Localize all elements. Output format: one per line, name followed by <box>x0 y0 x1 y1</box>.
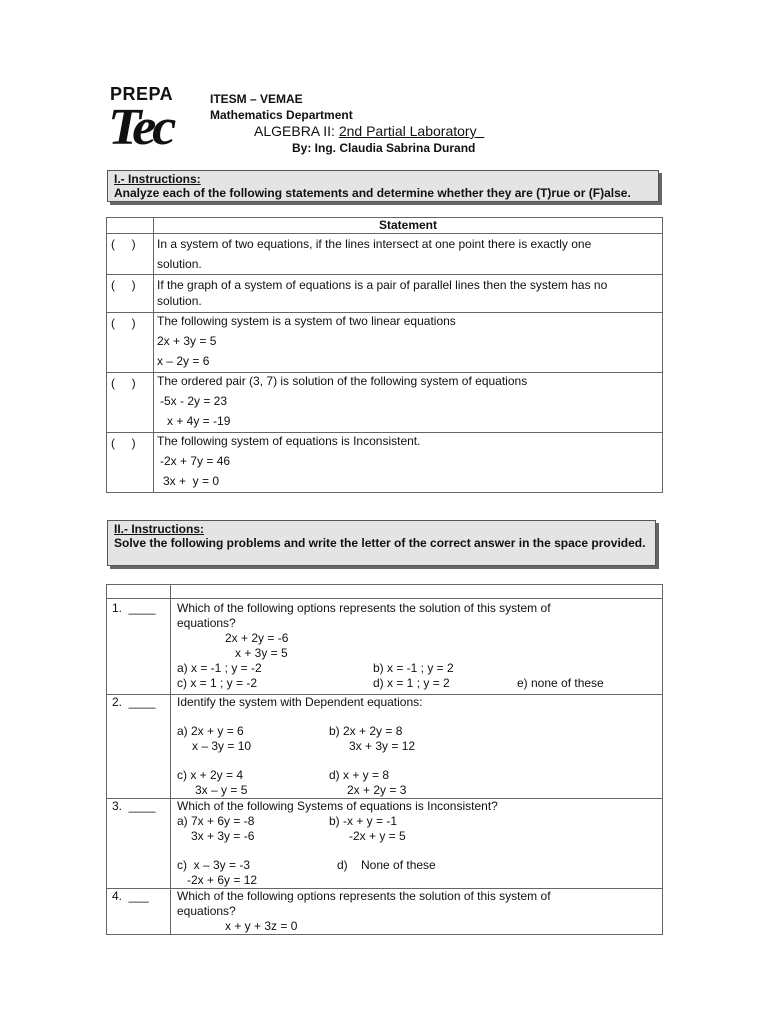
option-b: b) x = -1 ; y = 2 <box>373 661 454 675</box>
option-b: b) -x + y = -1 <box>329 814 398 828</box>
option-c: c) x – 3y = -3 <box>177 858 251 872</box>
statement-cell: If the graph of a system of equations is a pair of parallel lines then the system has no solution. <box>154 275 663 313</box>
table-row <box>107 234 663 275</box>
option-a: a) 7x + 6y = -8 <box>177 814 255 828</box>
answer-blank[interactable]: ( ) <box>107 373 154 433</box>
option-e: e) none of these <box>517 676 604 690</box>
table-row <box>107 275 663 313</box>
section2-text: Solve the following problems and write the letter of the correct answer in the space provided. <box>114 536 646 550</box>
problem-cell: Which of the following Systems of equations is Inconsistent? a) 7x + 6y = -8 b) -x + y = -1 3x + 3y = -6 -2x + y = 5 c) x – 3y = -3 d) None of these -2x + 6y = 12 <box>171 799 663 889</box>
paren-column-header <box>107 218 154 234</box>
author: By: Ing. Claudia Sabrina Durand <box>292 141 476 155</box>
table-row <box>107 433 663 493</box>
section1-title: I.- Instructions: <box>114 172 201 186</box>
answer-blank[interactable]: 1. ____ <box>107 599 171 695</box>
option-b: b) 2x + 2y = 8 <box>329 724 403 738</box>
table-row <box>107 695 663 799</box>
department-name: Mathematics Department <box>210 108 353 122</box>
statement-column-header: Statement <box>154 218 663 234</box>
option-d: d) None of these <box>337 858 436 872</box>
section1-instructions <box>107 170 659 202</box>
lab-name: 2nd Partial Laboratory <box>338 123 477 139</box>
option-a: a) x = -1 ; y = -2 <box>177 661 262 675</box>
answer-blank[interactable]: 3. ____ <box>107 799 171 889</box>
section1-text: Analyze each of the following statements and determine whether they are (T)rue or (F)alse. <box>114 186 631 200</box>
institution-name: ITESM – VEMAE <box>210 92 303 106</box>
option-a: a) 2x + y = 6 <box>177 724 244 738</box>
answer-blank[interactable]: 2. ____ <box>107 695 171 799</box>
section2-title: II.- Instructions: <box>114 522 204 536</box>
table-row <box>107 373 663 433</box>
answer-blank[interactable]: 4. ___ <box>107 889 171 935</box>
statements-table <box>106 217 663 493</box>
option-d: d) x + y = 8 <box>329 768 390 782</box>
logo-tec-text: Tec <box>108 99 173 156</box>
statement-cell: The following system of equations is Inconsistent. -2x + 7y = 46 3x + y = 0 <box>154 433 663 493</box>
answer-blank[interactable]: ( ) <box>107 275 154 313</box>
problem-cell: Which of the following options represents the solution of this system of equations? x + y + 3z = 0 <box>171 889 663 935</box>
answer-blank[interactable]: ( ) <box>107 313 154 373</box>
problem-cell: Identify the system with Dependent equations: a) 2x + y = 6 b) 2x + 2y = 8 x – 3y = 10 3x + 3y = 12 c) x + 2y = 4 d) x + y = 8 3x – y = 5 2x + 2y = 3 <box>171 695 663 799</box>
prepa-tec-logo <box>108 84 196 160</box>
problems-table <box>106 584 663 935</box>
table-row <box>107 889 663 935</box>
option-c: c) x + 2y = 4 <box>177 768 244 782</box>
statement-cell: In a system of two equations, if the lines intersect at one point there is exactly one solution. <box>154 234 663 275</box>
lab-title <box>254 123 484 139</box>
course-name: ALGEBRA II: <box>254 123 335 139</box>
answer-blank[interactable]: ( ) <box>107 234 154 275</box>
section2-instructions <box>107 520 656 566</box>
option-c: c) x = 1 ; y = -2 <box>177 676 258 690</box>
option-d: d) x = 1 ; y = 2 <box>373 676 450 690</box>
table-row <box>107 313 663 373</box>
problem-cell: Which of the following options represents the solution of this system of equations? 2x + 2y = -6 x + 3y = 5 a) x = -1 ; y = -2 b) x = -1 ; y = 2 c) x = 1 ; y = -2 d) x = 1 ; y = 2 e) none of these <box>171 599 663 695</box>
statement-cell: The following system is a system of two linear equations 2x + 3y = 5 x – 2y = 6 <box>154 313 663 373</box>
table-row <box>107 599 663 695</box>
table-row <box>107 799 663 889</box>
statement-cell: The ordered pair (3, 7) is solution of the following system of equations -5x - 2y = 23 x + 4y = -19 <box>154 373 663 433</box>
logo-prepa-text: PREPA <box>110 84 174 104</box>
answer-blank[interactable]: ( ) <box>107 433 154 493</box>
